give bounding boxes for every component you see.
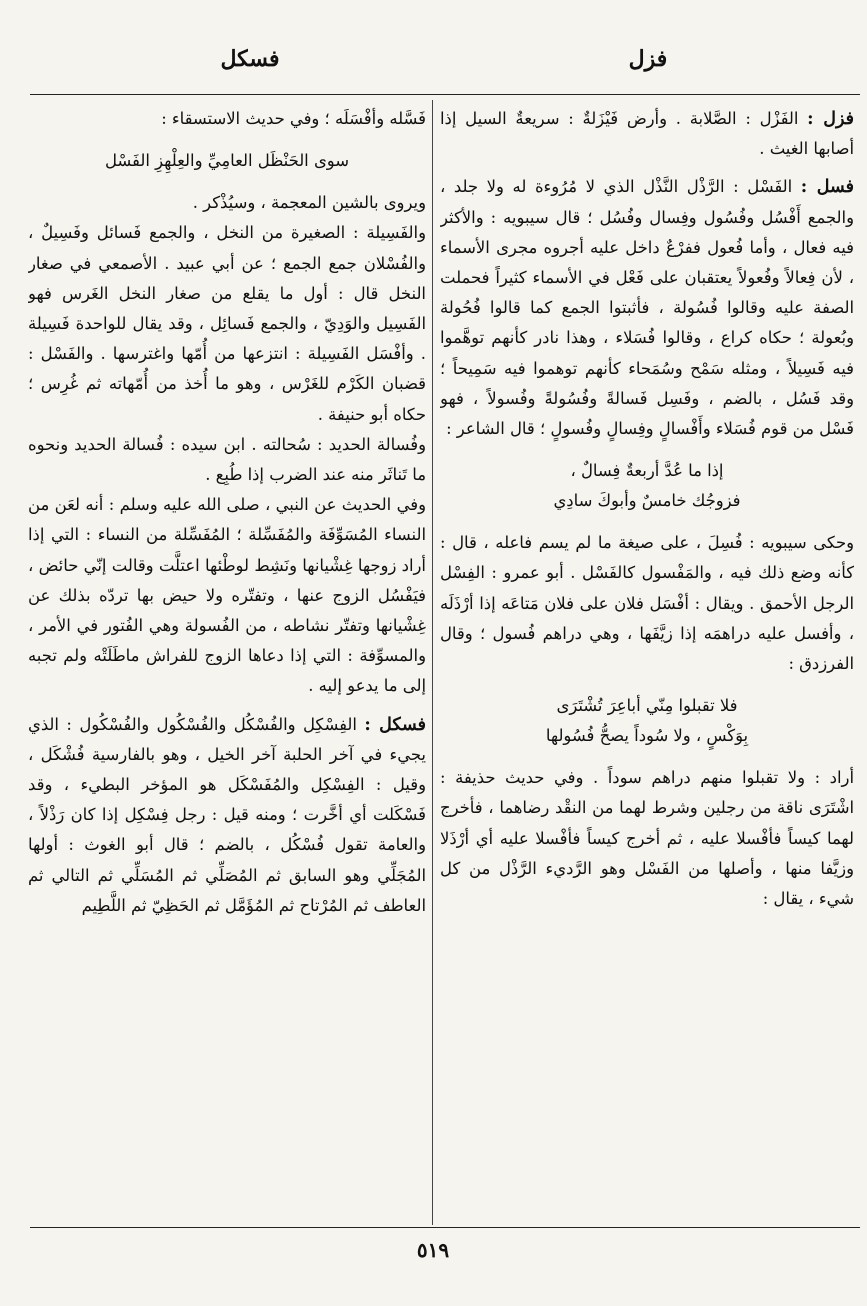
verse-block-2 (440, 691, 854, 751)
paragraph: وفي الحديث عن النبي ، صلى الله عليه وسلم : أنه لعَن من النساء المُسَوِّفَة والمُفَسِّلة ؛ المُفَسِّلة من النساء : التي إذا أراد زوجها غِشْيانها ونَشِط لوطْئها اعتلَّت وقالت إنّي حائض ، فيَفْسُل الزوج عنها ، وتفتّره ولا حيض بها تردّه بذلك عن غِشْيانها وتفتّر نشاطه ، من الفُسولة وهي الفُتور في الأمر ، والمسوِّفة : التي إذا دعاها الزوج للفراش ماطَلَتْه ولم تجبه إلى ما يدعو إليه . (28, 495, 426, 696)
paragraph: فَسَّله وأفْسَلَه ؛ وفي حديث الاستسقاء : (161, 109, 426, 128)
paragraph: ويروى بالشين المعجمة ، وسيُذْكر . (192, 193, 426, 213)
column-divider (432, 100, 433, 1225)
entry-text-faskal: الفِسْكِل والفُسْكُل والفُسْكُول والفُسْكُول : الذي يجيء في آخر الحلبة آخر الخيل ، وهو بالفارسية فُشْكَل ، وقيل : الفِسْكِل والمُفَسْكَل هو المؤخر البطيء ، وقد فَسْكَلت أي أخَّرت ؛ ومنه قيل : رجل فِسْكِل إذا كان رَذْلاً ، والعامة تقول فُسْكُل ، بالضم ؛ قال أبو الغوث : أولها المُجَلِّي وهو السابق ثم المُصَلِّي ثم المُسَلِّي ثم التالي ثم العاطف ثم المُرْتاح ثم المُؤَمَّل ثم الحَظِيّ ثم اللَّطِيم (28, 714, 426, 915)
paragraph: والفَسِيلة : الصغيرة من النخل ، والجمع فَسائل وفَسِيلٌ ، والفُسْلان جمع الجمع ؛ عن أبي عبيد . الأصمعي في صغار النخل قال : أول ما يقلع من صغار النخل الغَرس فهو الفَسِيل والوَدِيّ ، والجمع فَسائِل ، وقد يقال للواحدة فَسِيلة . وأفْسَل الفَسِيلة : انتزعها من أُمّها واغترسها . والفَسْل : قضبان الكَرْم للغَرْس ، وهو ما أُخذ من أُمّهاته ثم غُرِس ؛ حكاه أبو حنيفة . (28, 223, 426, 424)
bottom-rule (30, 1227, 860, 1228)
entry-keyword-fazl: فزل : (807, 109, 854, 129)
paragraph: وحكى سيبويه : فُسِلَ ، على صيغة ما لم يسم فاعله ، قال : كأنه وضع ذلك فيه ، والمَفْسول كالفَسْل . أبو عمرو : الفِسْل الرجل الأحمق . ويقال : أفْسَل فلان على فلان مَتاعَه إذا أرْذَلَه ، وأفسل عليه دراهمَه إذا زيَّفَها ، وهي دراهم فُسول ؛ وقال الفرزدق : (440, 533, 854, 674)
verse-line: إذا ما عُدَّ أربعةٌ فِسالٌ ، (570, 461, 724, 481)
paragraph: أراد : ولا تقبلوا منهم دراهم سوداً . وفي حديث حذيفة : اشْتَرَى ناقة من رجلين وشرط لهما من النقْد رضاهما ، فأخرج لهما كيساً فأفْسلا عليه ، ثم أخرج كيساً فأفْسلا عليه أي أرْذَلا وزيَّفا منها ، وأصلها من الفَسْل وهو الرَّديء الرَّذْل من كل شيء ، يقال : (440, 768, 854, 909)
entry-keyword-faskal: فسكل : (364, 714, 426, 735)
left-column (28, 104, 426, 1222)
verse-line: سوى الحَنْظَل العامِيِّ والعِلْهِزِ الفَسْل (105, 151, 349, 171)
entry-text-fasl: الفَسْل : الرَّذْل النَّذْل الذي لا مُرُوءة له ولا جلد ، والجمع أَفْسُل وفُسُول وفِسال وفُسُل ؛ قال سيبويه : والأكثر فيه فعال ، وأما فُعول ففرْعٌ داخل عليه أجروه مجرى الأسماء ، لأن فِعالاً وفُعولاً يعتقبان على فَعْل في الأسماء كثيراً فحملت الصفة عليه وقالوا فُسُولة ، فأثبتوا الجمع كما قالوا فُحُولة وبُعولة ؛ حكاه كراع ، وقالوا فُسَلاء ، وهذا نادر كأنهم توهَّموا فيه فَسِيلاً ، ومثله سَمْح وسُمَحاء كأنهم توهموا فيه سَمِيحاً ؛ وقد فَسُل ، بالضم ، وفَسِل فَسالةً وفُسُولةً وفُسولاً ، فهو فَسْل من قوم فُسَلاء وأَفْسالٍ وفِسالٍ وفُسولٍ ؛ قال الشاعر : (440, 177, 854, 439)
header-right-word: فزل (628, 46, 668, 72)
top-rule (30, 94, 860, 95)
verse-line: فزوجُك خامسٌ وأبوكَ سادِي (553, 491, 741, 511)
verse-block-1 (440, 456, 854, 516)
entry-fazl (440, 104, 854, 164)
page-number: ٥١٩ (416, 1238, 450, 1262)
entry-fasl (440, 172, 854, 444)
verse-line: بِوَكْسٍ ، ولا سُوداً يصحُّ فُسُولها (545, 726, 749, 746)
verse-line: فلا تقبلوا مِنّي أباعِرَ تُشْتَرَى (556, 696, 738, 716)
verse-block-3 (28, 146, 426, 176)
entry-faskal (28, 710, 426, 921)
entry-keyword-fasl: فسل : (800, 177, 854, 198)
paragraph: وفُسالة الحديد : سُحالته . ابن سيده : فُسالة الحديد ونحوه ما تَناثَر منه عند الضرب إذا طُبِع . (28, 434, 426, 485)
entry-text-fazl: الفَزْل : الصَّلابة . وأرض فَيْزَلةٌ : سريعةٌ السيل إذا أصابها الغيث . (440, 109, 854, 159)
right-column (440, 104, 854, 1222)
header-left-word: فسكل (220, 46, 280, 72)
